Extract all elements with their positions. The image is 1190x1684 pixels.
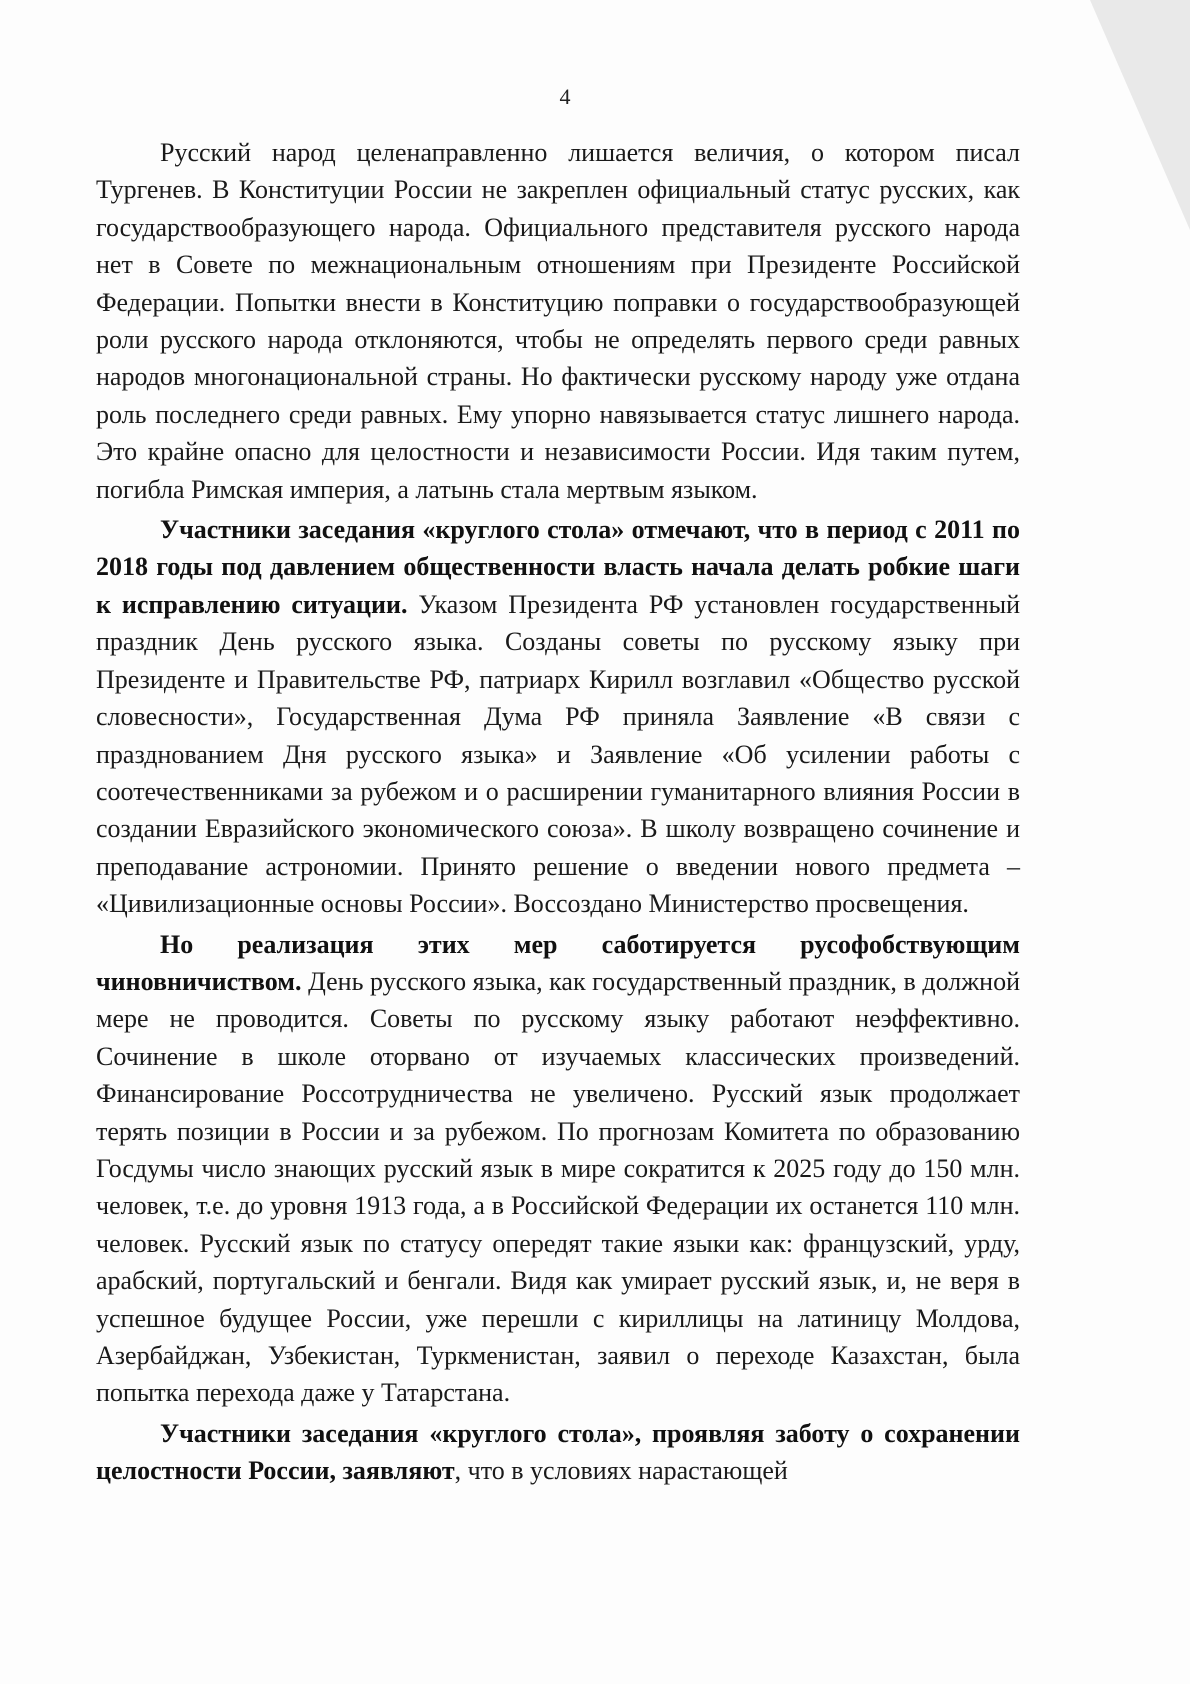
page-number: 4 <box>559 84 571 109</box>
document-body <box>96 134 1020 1490</box>
paragraph-3-bold: Но реализация этих мер саботируется русофобствующим чиновничиством. <box>96 929 1020 996</box>
paragraph-2-text: Указом Президента РФ установлен государственный праздник День русского языка. Созданы советы по русскому языку при Президенте и Правительстве РФ, патриарх Кирилл возглавил «Общество русской словесности», Государственная Дума РФ приняла Заявление «В связи с празднованием Дня русского языка» и Заявление «Об усилении работы с соотечественниками за рубежом и о расширении гуманитарного влияния России в создании Евразийского экономического союза». В школу возвращено сочинение и преподавание астрономии. Принято решение о введении нового предмета – «Цивилизационные основы России». Воссоздано Министерство просвещения. <box>96 589 1021 919</box>
paragraph-4-bold: Участники заседания «круглого стола», проявляя заботу о сохранении целостности России, заявляют <box>96 1418 1020 1486</box>
paragraph-1 <box>96 134 1020 508</box>
paragraph-4 <box>96 1415 1020 1490</box>
paragraph-4-text: , что в условиях нарастающей <box>454 1456 788 1486</box>
paragraph-1-text: Русский народ целенаправленно лишается величия, о котором писал Тургенев. В Конституции России не закреплен официальный статус русских, как государствообразующего народа. Официального представителя русского народа нет в Совете по межнациональным отношениям при Президенте Российской Федерации. Попытки внести в Конституцию поправки о государствообразующей роли русского народа отклоняются, чтобы не определять первого среди равных народов многонациональной страны. Но фактически русскому народу уже отдана роль последнего среди равных. Ему упорно навязывается статус лишнего народа. Это крайне опасно для целостности и независимости России. Идя таким путем, погибла Римская империя, а латынь стала мертвым языком. <box>96 138 1020 504</box>
paragraph-3 <box>96 926 1020 1412</box>
folded-corner <box>1090 0 1190 230</box>
paragraph-2-bold: Участники заседания «круглого стола» отмечают, что в период с 2011 по 2018 годы под давлением общественности власть начала делать робкие шаги к исправлению ситуации. <box>96 515 1020 619</box>
paragraph-3-text: День русского языка, как государственный праздник, в должной мере не проводится. Советы по русскому языку работают неэффективно. Сочинение в школе оторвано от изучаемых классических произведений. Финансирование Россотрудничества не увеличено. Русский язык продолжает терять позиции в России и за рубежом. По прогнозам Комитета по образованию Госдумы число знающих русский язык в мире сократится к 2025 году до 150 млн. человек, т.е. до уровня 1913 года, а в Российской Федерации их останется 110 млн. человек. Русский язык по статусу опередят такие языки как: французский, урду, арабский, португальский и бенгали. Видя как умирает русский язык, и, не веря в успешное будущее России, уже перешли с кириллицы на латиницу Молдова, Азербайджан, Узбекистан, Туркменистан, заявил о переходе Казахстан, была попытка перехода даже у Татарстана. <box>96 966 1020 1408</box>
paragraph-2 <box>96 511 1020 922</box>
